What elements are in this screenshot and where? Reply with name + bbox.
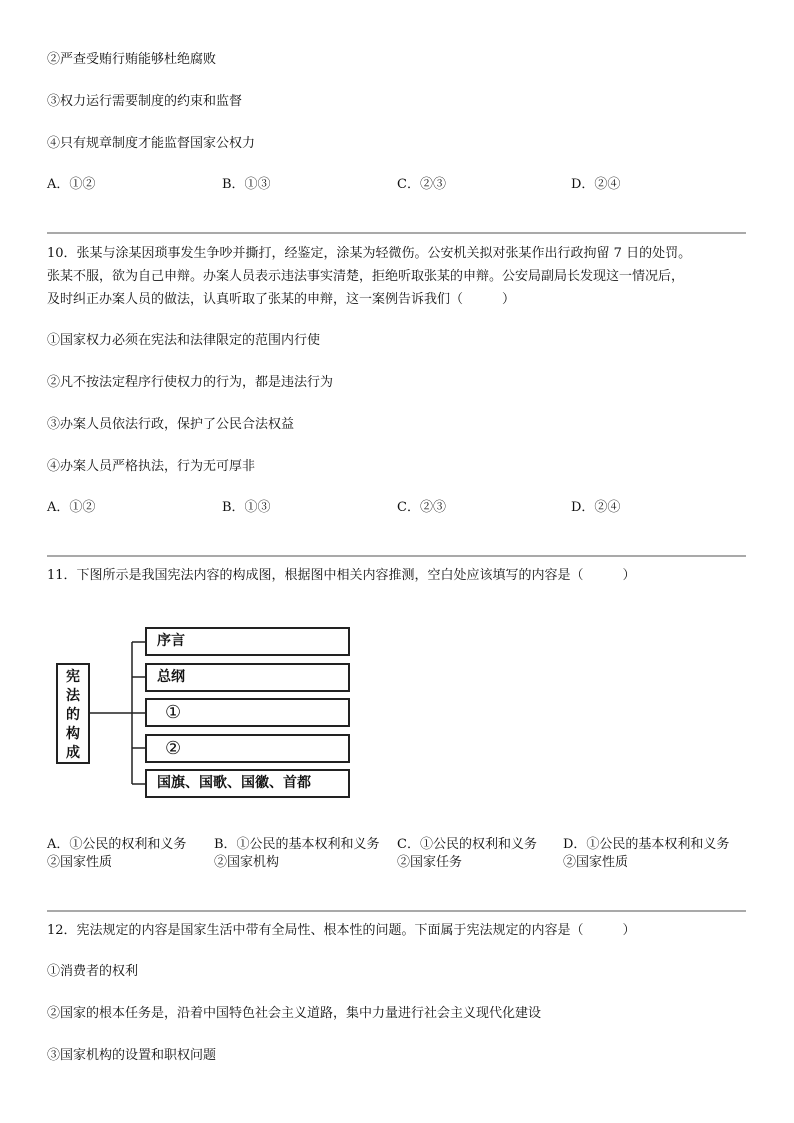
q10-option-a: A．①② (47, 500, 96, 515)
q10-option-c: C．②③ (397, 500, 446, 515)
q9-option-c: C．②③ (397, 177, 446, 192)
q11-option-d (563, 836, 729, 872)
q12-item-2: ②国家的根本任务是，沿着中国特色社会主义道路，集中力量进行社会主义现代化建设 (47, 1006, 542, 1021)
q11-stem: 11．下图所示是我国宪法内容的构成图，根据图中相关内容推测，空白处应该填写的内容是（ ） (47, 568, 636, 583)
diagram-branch-general: 总纲 (145, 663, 350, 692)
option-line: ②国家性质 (47, 855, 113, 870)
diagram-branch-symbols: 国旗、国歌、国徽、首都 (145, 769, 350, 798)
root-char: 的 (66, 707, 80, 723)
blank-1-label: ① (165, 702, 182, 723)
q10-stem-line-1: 10．张某与涂某因琐事发生争吵并撕打，经鉴定，涂某为轻微伤。公安机关拟对张某作出行政拘留 7 日的处罚。 (47, 246, 692, 261)
q9-item-3: ③权力运行需要制度的约束和监督 (47, 94, 243, 109)
q11-option-c (397, 836, 537, 872)
q10-item-2: ②凡不按法定程序行使权力的行为，都是违法行为 (47, 375, 334, 390)
q9-option-b: B．①③ (222, 177, 271, 192)
q9-item-4: ④只有规章制度才能监督国家公权力 (47, 136, 256, 151)
q11-option-a (47, 836, 186, 872)
q12-item-1: ①消费者的权利 (47, 964, 139, 979)
root-char: 成 (66, 745, 80, 761)
q10-stem-line-2: 张某不服，欲为自己申辩。办案人员表示违法事实清楚，拒绝听取张某的申辩。公安局副局长发现这一情况后， (47, 269, 685, 284)
option-line: A．①公民的权利和义务 (47, 837, 187, 852)
q9-item-2: ②严查受贿行贿能够杜绝腐败 (47, 52, 217, 67)
option-line: D．①公民的基本权利和义务 (563, 837, 730, 852)
diagram-branch-preface: 序言 (145, 627, 350, 656)
separator (47, 910, 746, 912)
q12-item-3: ③国家机构的设置和职权问题 (47, 1048, 217, 1063)
option-line: ②国家性质 (563, 855, 629, 870)
q10-stem-line-3: 及时纠正办案人员的做法，认真听取了张某的申辩，这一案例告诉我们（ ） (47, 292, 516, 307)
diagram-root (56, 663, 90, 764)
diagram-branch-blank-2 (145, 734, 350, 763)
q10-item-1: ①国家权力必须在宪法和法律限定的范围内行使 (47, 333, 321, 348)
root-char: 宪 (66, 669, 80, 685)
q11-option-b (214, 836, 380, 872)
root-char: 构 (66, 726, 80, 742)
blank-2-label: ② (165, 738, 182, 759)
q10-item-4: ④办案人员严格执法，行为无可厚非 (47, 459, 256, 474)
q10-item-3: ③办案人员依法行政，保护了公民合法权益 (47, 417, 295, 432)
q9-option-a: A．①② (47, 177, 96, 192)
diagram-branch-blank-1 (145, 698, 350, 727)
q10-option-d: D．②④ (571, 500, 621, 515)
q9-option-d: D．②④ (571, 177, 621, 192)
root-char: 法 (66, 688, 80, 704)
option-line: B．①公民的基本权利和义务 (214, 837, 380, 852)
option-line: ②国家机构 (214, 855, 280, 870)
q12-stem: 12．宪法规定的内容是国家生活中带有全局性、根本性的问题。下面属于宪法规定的内容是（ ） (47, 923, 636, 938)
q10-option-b: B．①③ (222, 500, 271, 515)
option-line: ②国家任务 (397, 855, 463, 870)
option-line: C．①公民的权利和义务 (397, 837, 537, 852)
